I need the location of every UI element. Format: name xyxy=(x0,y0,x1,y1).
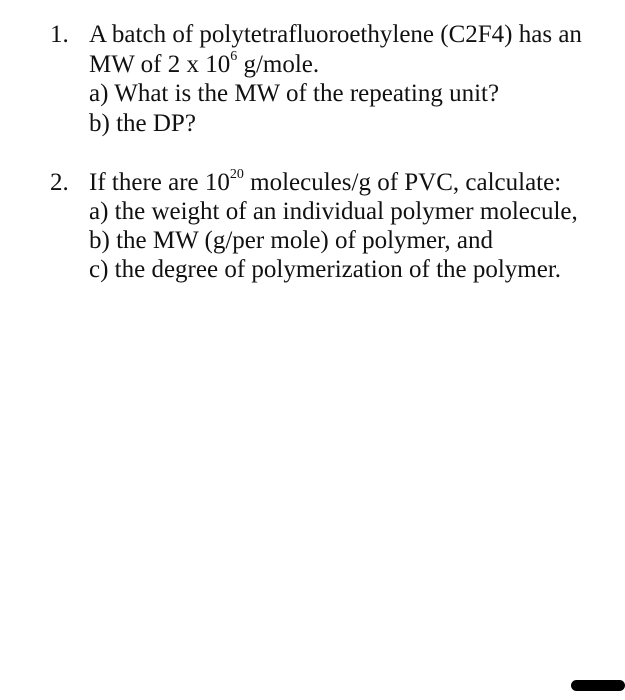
problem-text-line xyxy=(89,168,561,198)
text-run: If there are 10 xyxy=(89,169,230,196)
question-part-b: b) the DP? xyxy=(89,110,196,137)
home-indicator-bar[interactable] xyxy=(571,680,625,691)
question-part-a: a) the weight of an individual polymer molecule, xyxy=(89,198,578,225)
exponent: 20 xyxy=(229,166,244,182)
question-part-b: b) the MW (g/per mole) of polymer, and xyxy=(89,227,493,254)
exponent: 6 xyxy=(230,48,238,64)
problem-number: 1. xyxy=(50,21,69,48)
question-part-c: c) the degree of polymerization of the polymer. xyxy=(89,256,562,283)
problem-text-line xyxy=(89,50,319,80)
problem-number: 2. xyxy=(50,169,69,196)
text-run: MW of 2 x 10 xyxy=(89,51,231,78)
text-run: g/mole. xyxy=(237,51,320,78)
text-run: molecules/g of PVC, calculate: xyxy=(243,169,562,196)
question-part-a: a) What is the MW of the repeating unit? xyxy=(89,80,500,107)
problem-text-line: A batch of polytetrafluoroethylene (C2F4) has an xyxy=(89,21,582,48)
